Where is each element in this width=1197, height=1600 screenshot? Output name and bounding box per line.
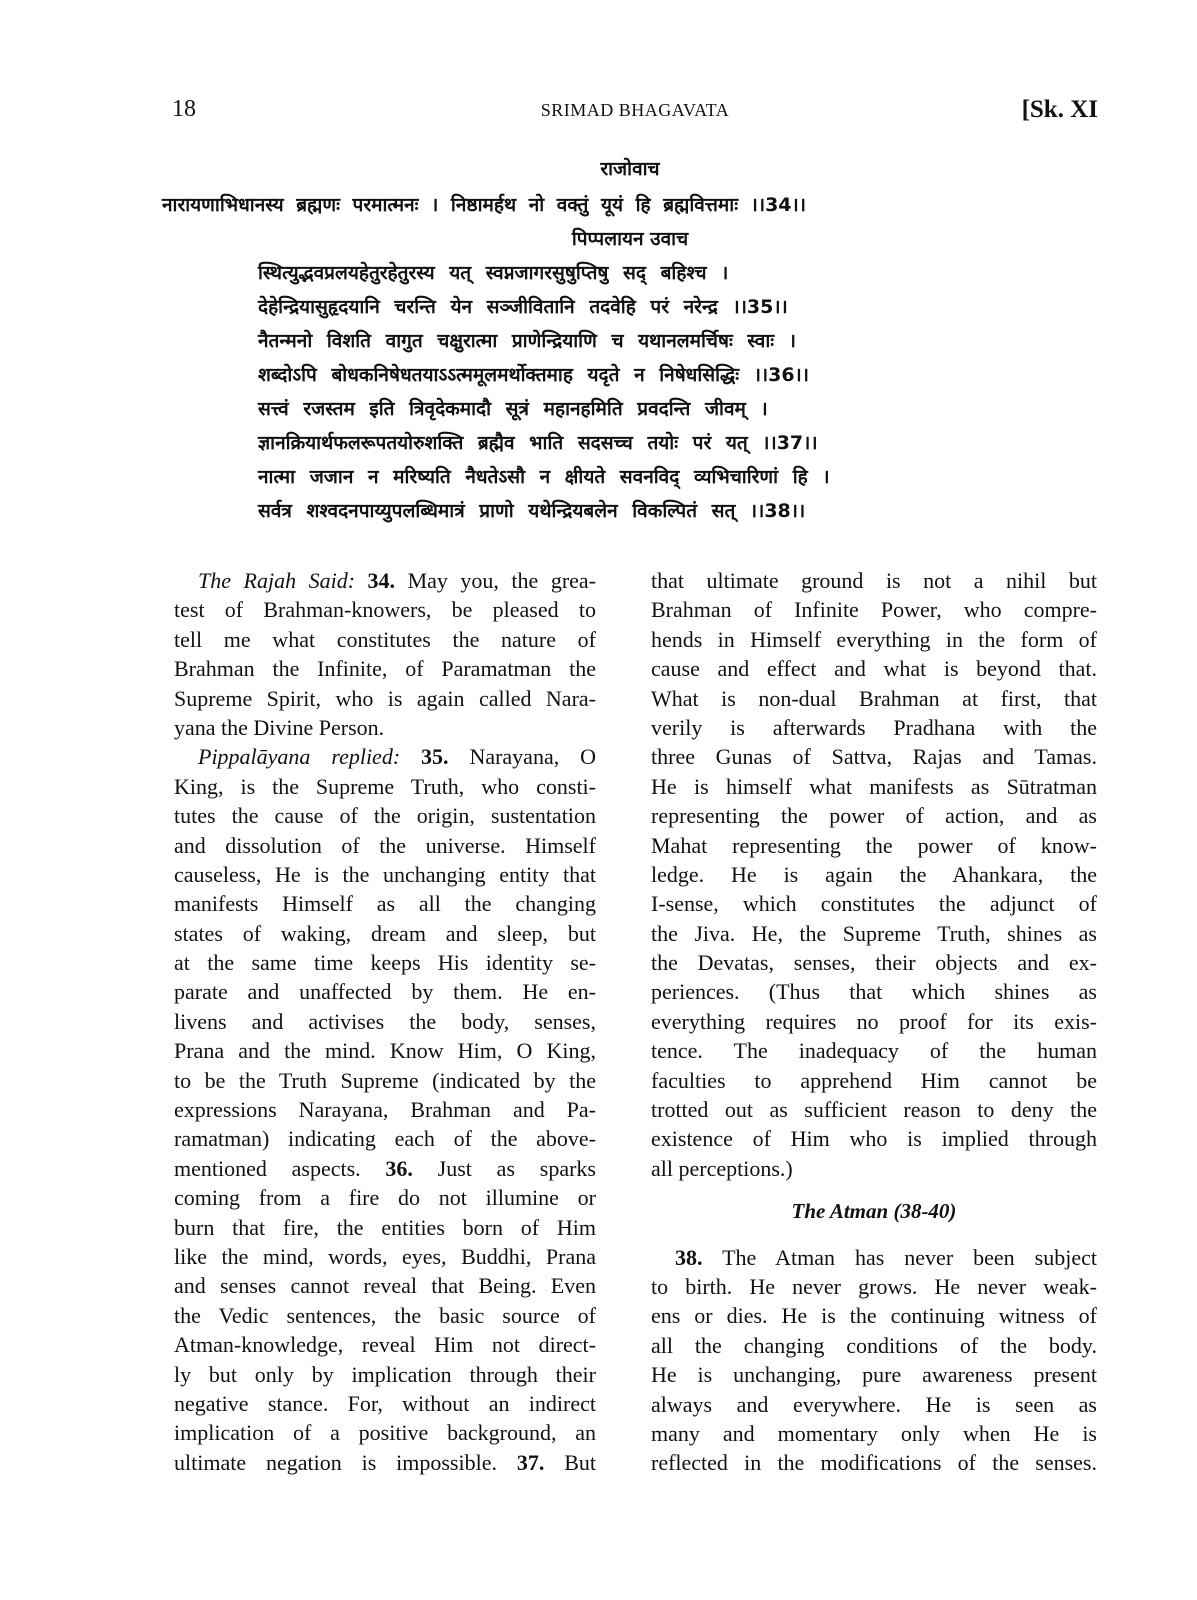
text-line: He is unchanging, pure awareness present	[651, 1362, 1097, 1388]
running-head	[172, 96, 1098, 130]
text-line	[174, 1066, 596, 1095]
speaker-heading-pippalayana: पिप्पलायन उवाच	[571, 228, 689, 250]
text-line: existence of Him who is implied through	[651, 1126, 1097, 1152]
text-line	[174, 977, 596, 1006]
translation-column-right	[651, 566, 1097, 1478]
text-line: hends in Himself everything in the form of	[651, 626, 1097, 652]
text-fragment: tutes the cause of the origin, sustentation	[174, 803, 596, 829]
text-fragment: Atman-knowledge, reveal Him not direct-	[174, 1332, 596, 1358]
verse-line: ज्ञानक्रियार्थफलरूपतयोरुशक्ति ब्रह्मैव भाति सदसच्च तयोः परं यत् ।।37।।	[258, 432, 818, 454]
text-line: many and momentary only when He is	[651, 1420, 1097, 1446]
text-line	[174, 1007, 596, 1036]
running-title: SRIMAD BHAGAVATA	[540, 100, 730, 120]
verse-number: 36.	[385, 1155, 413, 1181]
text-fragment: mentioned aspects.	[174, 1155, 386, 1181]
text-line	[174, 1213, 596, 1242]
text-fragment: The Atman has never been subject	[702, 1244, 1097, 1270]
text-line: the Devatas, senses, their objects and ex-	[651, 950, 1097, 976]
verse-number: 35.	[421, 744, 449, 770]
verse-line: सर्वत्र शश्वदनपाय्युपलब्धिमात्रं प्राणो यथेन्द्रियबलेन विकल्पितं सत् ।।38।।	[258, 500, 806, 522]
sanskrit-verses	[150, 150, 1110, 528]
verse-line: देहेन्द्रियासुहृदयानि चरन्ति येन सञ्जीवितानि तदवेहि परं नरेन्द्र ।।35।।	[258, 296, 788, 318]
text-fragment: implication of a positive background, an	[174, 1420, 596, 1446]
verse-number: 37.	[516, 1449, 545, 1475]
text-line: What is non-dual Brahman at first, that	[651, 685, 1097, 711]
text-fragment: burn that fire, the entities born of Him	[174, 1214, 596, 1240]
text-fragment: negative stance. For, without an indirect	[174, 1390, 596, 1416]
text-line	[174, 1330, 596, 1359]
text-fragment: But	[544, 1449, 596, 1475]
text-fragment: tell me what constitutes the nature of	[174, 626, 596, 652]
text-fragment: Brahman the Infinite, of Paramatman the	[174, 656, 596, 682]
text-fragment: causeless, He is the unchanging entity that	[174, 861, 596, 887]
text-line: representing the power of action, and as	[651, 803, 1097, 829]
speaker-heading-rajah: राजोवाच	[600, 158, 660, 180]
text-line	[174, 713, 596, 742]
text-line	[174, 1418, 596, 1447]
text-line: periences. (Thus that which shines as	[651, 979, 1097, 1005]
text-fragment: Just as sparks	[412, 1155, 596, 1181]
text-fragment: like the mind, words, eyes, Buddhi, Prana	[174, 1243, 596, 1269]
text-line	[174, 1301, 596, 1330]
text-fragment: expressions Narayana, Brahman and Pa-	[174, 1097, 596, 1123]
text-fragment: at the same time keeps His identity se-	[174, 950, 596, 976]
text-line	[174, 595, 596, 624]
text-fragment: Supreme Spirit, who is again called Nara-	[174, 685, 596, 711]
text-line	[174, 1095, 596, 1124]
text-line: all perceptions.)	[651, 1155, 793, 1181]
page-number: 18	[172, 96, 196, 122]
text-fragment: ultimate negation is impossible.	[174, 1449, 517, 1475]
text-line	[174, 831, 596, 860]
speaker-label: Pippalāyana replied:	[198, 744, 401, 770]
text-line	[174, 1389, 596, 1418]
text-fragment: and dissolution of the universe. Himself	[174, 832, 596, 858]
text-line	[174, 801, 596, 830]
text-line: cause and effect and what is beyond that.	[651, 656, 1097, 682]
text-fragment: Prana and the mind. Know Him, O King,	[174, 1038, 596, 1064]
text-line: the Jiva. He, the Supreme Truth, shines as	[651, 920, 1097, 946]
text-fragment: Narayana, O	[448, 744, 596, 770]
translation-column-left	[174, 566, 596, 1477]
speaker-label: The Rajah Said:	[198, 568, 356, 593]
text-line	[174, 625, 596, 654]
text-line: always and everywhere. He is seen as	[651, 1391, 1097, 1417]
text-line: three Gunas of Sattva, Rajas and Tamas.	[651, 744, 1097, 770]
text-line	[174, 654, 596, 683]
verse-34: नारायणाभिधानस्य ब्रह्मणः परमात्मनः । निष्ठामर्हथ नो वक्तुं यूयं हि ब्रह्मवित्तमाः ।।34।।	[162, 194, 806, 216]
text-fragment: ly but only by implication through their	[174, 1361, 596, 1387]
text-fragment: King, is the Supreme Truth, who consti-	[174, 773, 596, 799]
text-fragment: May you, the grea-	[395, 568, 596, 593]
text-line	[174, 1242, 596, 1271]
text-line: I-sense, which constitutes the adjunct of	[651, 891, 1097, 917]
text-fragment: coming from a fire do not illumine or	[174, 1185, 596, 1211]
text-line: to birth. He never grows. He never weak-	[651, 1274, 1097, 1299]
section-subheading: The Atman (38-40)	[791, 1199, 957, 1224]
text-line	[174, 684, 596, 713]
text-line	[174, 919, 596, 948]
text-fragment: test of Brahman-knowers, be pleased to	[174, 597, 596, 623]
text-fragment: and senses cannot reveal that Being. Even	[174, 1273, 596, 1299]
verse-line: शब्दोऽपि बोधकनिषेधतयाऽऽत्ममूलमर्थोक्तमाह यदृते न निषेधसिद्धिः ।।36।।	[258, 364, 809, 386]
text-line: Brahman of Infinite Power, who compre-	[651, 597, 1097, 623]
verse-number: 38.	[675, 1244, 703, 1270]
text-line: that ultimate ground is not a nihil but	[651, 568, 1097, 593]
verse-line: नात्मा जजान न मरिष्यति नैधतेऽसौ न क्षीयते सवनविद् व्यभिचारिणां हि ।	[258, 466, 830, 488]
text-line	[174, 1271, 596, 1300]
text-line	[174, 1183, 596, 1212]
text-line	[174, 1124, 596, 1153]
text-fragment: manifests Himself as all the changing	[174, 891, 596, 917]
text-line: trotted out as sufficient reason to deny the	[651, 1097, 1097, 1123]
text-line: He is himself what manifests as Sūtratman	[651, 773, 1097, 799]
verse-line: स्थित्युद्भवप्रलयहेतुरहेतुरस्य यत् स्वप्नजागरसुषुप्तिषु सद् बहिश्च ।	[258, 262, 729, 284]
text-fragment: the Vedic sentences, the basic source of	[174, 1302, 596, 1328]
text-line: verily is afterwards Pradhana with the	[651, 714, 1097, 740]
text-line: ledge. He is again the Ahankara, the	[651, 861, 1097, 887]
verse-number: 34.	[367, 568, 396, 593]
text-line	[174, 889, 596, 918]
text-line	[174, 1036, 596, 1065]
text-line: reflected in the modifications of the senses.	[651, 1450, 1097, 1476]
section-reference: [Sk. XI	[1021, 96, 1098, 123]
text-line: all the changing conditions of the body.	[651, 1332, 1097, 1358]
text-line: ens or dies. He is the continuing witness of	[651, 1303, 1097, 1329]
text-line	[651, 1243, 1097, 1272]
text-line	[174, 1154, 596, 1183]
text-fragment: to be the Truth Supreme (indicated by the	[174, 1067, 596, 1093]
text-fragment: parate and unaffected by them. He en-	[174, 979, 596, 1005]
text-line: Mahat representing the power of know-	[651, 832, 1097, 858]
text-line	[174, 772, 596, 801]
text-fragment: yana the Divine Person.	[174, 714, 385, 740]
text-line	[174, 742, 596, 771]
text-line	[174, 566, 596, 595]
text-line	[174, 1448, 596, 1477]
verse-line: सत्त्वं रजस्तम इति त्रिवृदेकमादौ सूत्रं महानहमिति प्रवदन्ति जीवम् ।	[258, 398, 768, 420]
text-line: faculties to apprehend Him cannot be	[651, 1067, 1097, 1093]
text-line	[174, 860, 596, 889]
text-fragment: states of waking, dream and sleep, but	[174, 920, 596, 946]
text-line	[174, 948, 596, 977]
text-line: everything requires no proof for its exis-	[651, 1008, 1097, 1034]
text-line	[174, 1360, 596, 1389]
text-fragment: livens and activises the body, senses,	[174, 1008, 596, 1034]
verse-line: नैतन्मनो विशति वागुत चक्षुरात्मा प्राणेन्द्रियाणि च यथानलमर्चिषः स्वाः ।	[258, 330, 796, 352]
text-fragment: ramatman) indicating each of the above-	[174, 1126, 596, 1152]
text-line: tence. The inadequacy of the human	[651, 1038, 1097, 1064]
